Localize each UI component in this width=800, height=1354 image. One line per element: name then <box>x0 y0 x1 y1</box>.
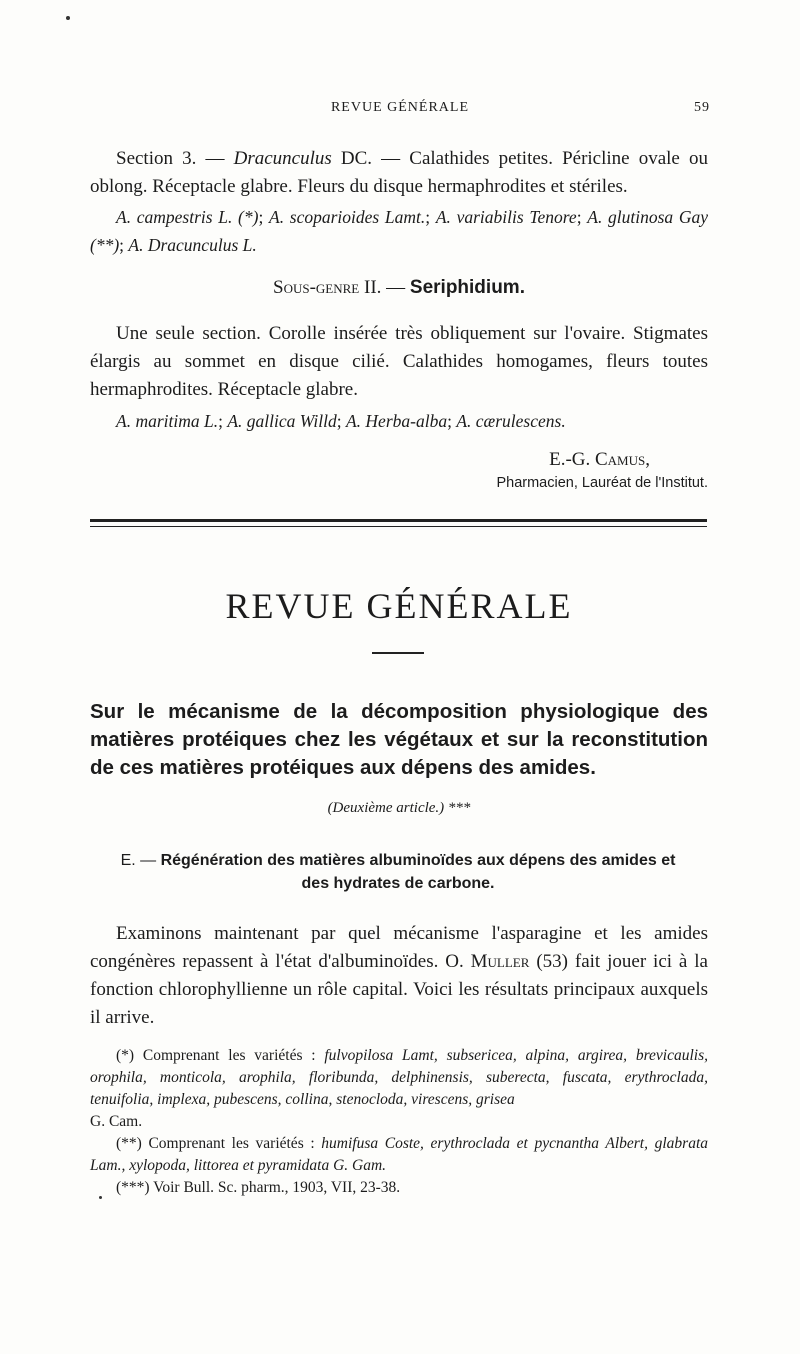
species-item: A. scoparioides Lamt. <box>269 207 426 227</box>
signature <box>420 448 708 494</box>
footnote-2 <box>90 1133 708 1177</box>
paragraph-text <box>90 920 708 1032</box>
article-title: Sur le mécanisme de la décomposition physiologique des matières protéiques chez les végétaux et sur la reconstitution de ces matières protéiques aux dépens des amides. <box>90 700 708 779</box>
author-name: Muller <box>470 951 530 972</box>
footnote-2-label: (**) Comprenant les variétés : <box>116 1135 322 1152</box>
footnote-2-text: humifusa Coste, erythroclada et pycnantha Albert, glabrata Lam., xylopoda, littorea et pyramidata G. Gam. <box>90 1135 708 1174</box>
article-note: (Deuxième article.) *** <box>327 800 471 816</box>
species-item: A. cærulescens. <box>456 411 566 431</box>
subgenus-heading <box>90 277 708 299</box>
section-3-species: A. campestris L. (*); A. scoparioides Lamt.; A. variabilis Tenore; A. glutinosa Gay (**); A. Dracunculus L. <box>90 207 709 255</box>
running-head: REVUE GÉNÉRALE <box>330 100 470 115</box>
section-e-letter: E. — <box>120 852 161 869</box>
subgenus-description: Une seule section. Corolle insérée très obliquement sur l'ovaire. Stigmates élargis au sommet en disque cilié. Calathides homogames, fleurs toutes hermaphrodites. Réceptacle glabre. <box>90 323 708 400</box>
subgenus-block <box>90 320 708 435</box>
section-3-label: Section 3. — <box>116 148 234 169</box>
footnote-1-end: G. Cam. <box>90 1113 143 1130</box>
species-item: A. Dracunculus L. <box>128 235 257 255</box>
section-e-heading <box>108 849 688 895</box>
body-paragraph <box>90 920 708 1032</box>
section-3-taxon: Dracunculus <box>233 148 332 169</box>
signature-name: E.-G. Camus, <box>549 449 650 470</box>
footnote-1-text: fulvopilosa Lamt, subsericea, alpina, argirea, brevicaulis, orophila, monticola, arophila, floribunda, delphinensis, suberecta, fuscata, erythroclada, tenuifolia, implexa, pubescens, collina, stenocloda, virescens, grisea <box>90 1047 709 1108</box>
section-3-description <box>90 145 708 201</box>
footnotes <box>90 1045 708 1199</box>
species-item: A. gallica Willd <box>227 411 337 431</box>
section-e-title: Régénération des matières albuminoïdes aux dépens des amides et des hydrates de carbone. <box>160 852 676 892</box>
species-item: A. Herba-alba <box>345 411 448 431</box>
subgenus-species: A. maritima L.; A. gallica Willd; A. Herba-alba; A. cærulescens. <box>116 411 566 431</box>
separator-rule <box>90 519 707 522</box>
heading-rule <box>372 652 424 654</box>
review-heading: REVUE GÉNÉRALE <box>225 586 573 626</box>
paragraph-text-part: (53) fait jouer ici à la fonction chlorophyllienne un rôle capital. Voici les résultats principaux auxquels il arrive. <box>90 951 708 1028</box>
subgenus-label: Sous-genre II. — <box>273 277 410 298</box>
paragraph-text-part: Examinons maintenant par quel mécanisme l'asparagine et les amides congénères repassent à l'état d'albuminoïdes. O. <box>90 923 708 972</box>
separator-rule <box>90 526 707 527</box>
signature-title: Pharmacien, Lauréat de l'Institut. <box>496 475 708 491</box>
footnote-3: (***) Voir Bull. Sc. pharm., 1903, VII, 23-38. <box>116 1179 401 1196</box>
page-speck <box>66 16 70 20</box>
species-item: A. campestris L. (*) <box>116 207 259 227</box>
page-number: 59 <box>694 100 710 115</box>
section-3-block <box>90 145 708 259</box>
species-item: A. variabilis Tenore <box>435 207 577 227</box>
species-item: A. glutinosa Gay (**) <box>90 207 709 255</box>
page-header <box>90 100 710 120</box>
page-speck <box>99 1196 102 1199</box>
footnote-1 <box>90 1045 708 1133</box>
footnote-1-label: (*) Comprenant les variétés : <box>116 1047 325 1064</box>
subgenus-name: Seriphidium. <box>409 277 525 298</box>
species-item: A. maritima L. <box>116 411 219 431</box>
section-3-text: DC. — Calathides petites. Péricline ovale ou oblong. Réceptacle glabre. Fleurs du disque hermaphrodites et stériles. <box>90 148 708 197</box>
